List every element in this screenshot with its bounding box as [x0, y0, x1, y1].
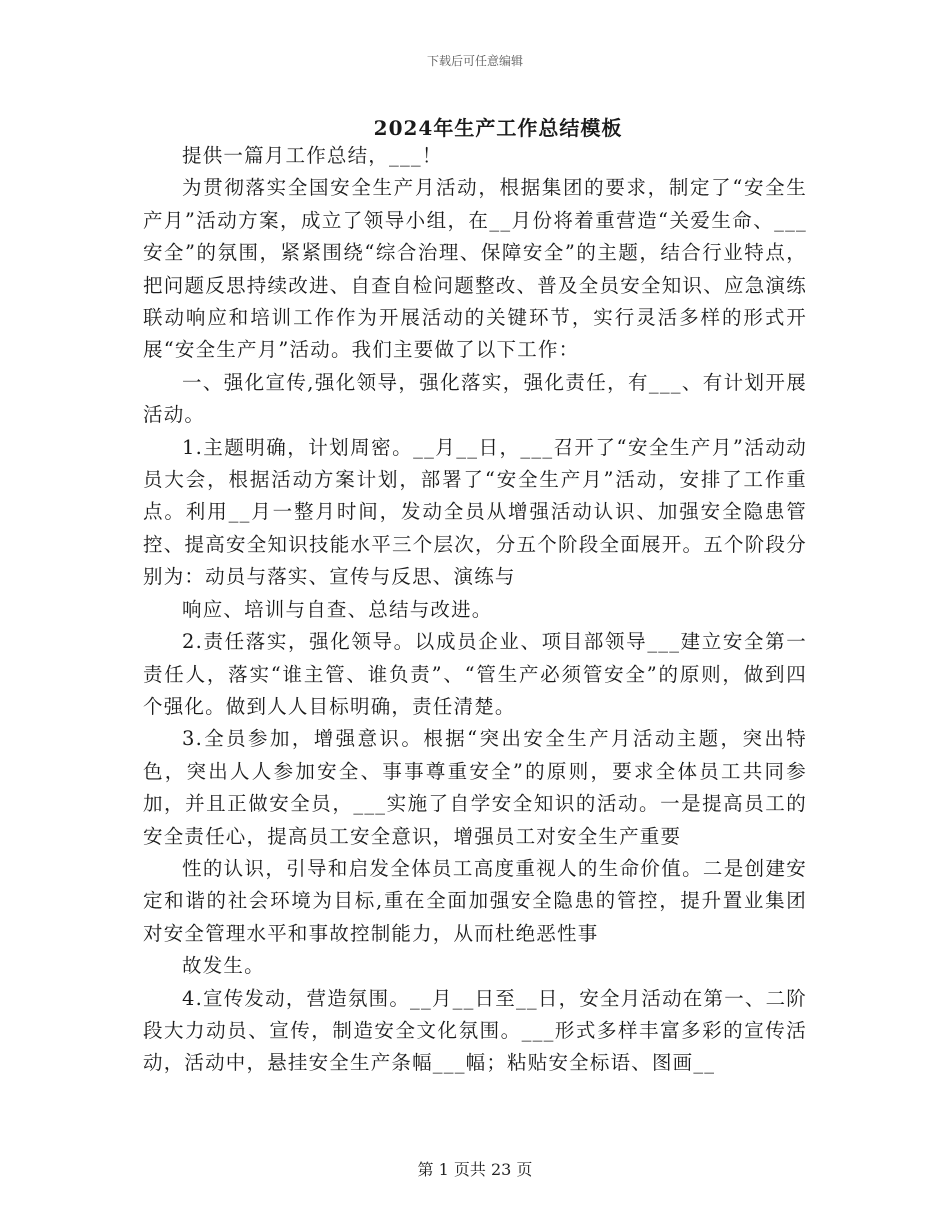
paragraph: 一、强化宣传,强化领导，强化落实，强化责任，有___、有计划开展活动。: [143, 370, 807, 427]
paragraph: 4.宣传发动，营造氛围。__月__日至__日，安全月活动在第一、二阶段大力动员、宣传，制造安全文化氛围。___形式多样丰富多彩的宣传活动，活动中，悬挂安全生产条幅___幅；粘贴安全标语、图画__: [143, 986, 807, 1075]
page-number-footer: 第 1 页共 23 页: [417, 1160, 533, 1179]
document-title: 2024年生产工作总结模板: [373, 116, 623, 140]
paragraph: 为贯彻落实全国安全生产月活动，根据集团的要求，制定了“安全生产月”活动方案，成立了领导小组，在__月份将着重营造“关爱生命、___安全”的氛围，紧紧围绕“综合治理、保障安全”的主题，结合行业特点，把问题反思持续改进、自查自检问题整改、普及全员安全知识、应急演练联动响应和培训工作作为开展活动的关键环节，实行灵活多样的形式开展“安全生产月”活动。我们主要做了以下工作：: [143, 176, 807, 362]
paragraph: 2.责任落实，强化领导。以成员企业、项目部领导___建立安全第一责任人，落实“谁主管、谁负责”、“管生产必须管安全”的原则，做到四个强化。做到人人目标明确，责任清楚。: [143, 630, 807, 718]
paragraph: 1.主题明确，计划周密。__月__日，___召开了“安全生产月”活动动员大会，根据活动方案计划，部署了“安全生产月”活动，安排了工作重点。利用__月一整月时间，发动全员从增强活动认识、加强安全隐患管控、提高安全知识技能水平三个层次，分五个阶段全面展开。五个阶段分别为：动员与落实、宣传与反思、演练与: [143, 435, 807, 589]
paragraph-continuation: 响应、培训与自查、总结与改进。: [182, 597, 493, 621]
document-body: [143, 140, 807, 1080]
paragraph: 3.全员参加，增强意识。根据“突出安全生产月活动主题，突出特色，突出人人参加安全、事事尊重安全”的原则，要求全体员工共同参加，并且正做安全员，___实施了自学安全知识的活动。一是提高员工的安全责任心，提高员工安全意识，增强员工对安全生产重要: [143, 727, 807, 848]
paragraph: 提供一篇月工作总结，___！: [182, 144, 443, 167]
page-header: 下载后可任意编辑: [426, 54, 523, 68]
paragraph-continuation: 故发生。: [182, 954, 265, 978]
paragraph-continuation: 性的认识，引导和启发全体员工高度重视人的生命价值。二是创建安定和谐的社会环境为目标,重在全面加强安全隐患的管控，提升置业集团对安全管理水平和事故控制能力，从而杜绝恶性事: [143, 856, 807, 945]
